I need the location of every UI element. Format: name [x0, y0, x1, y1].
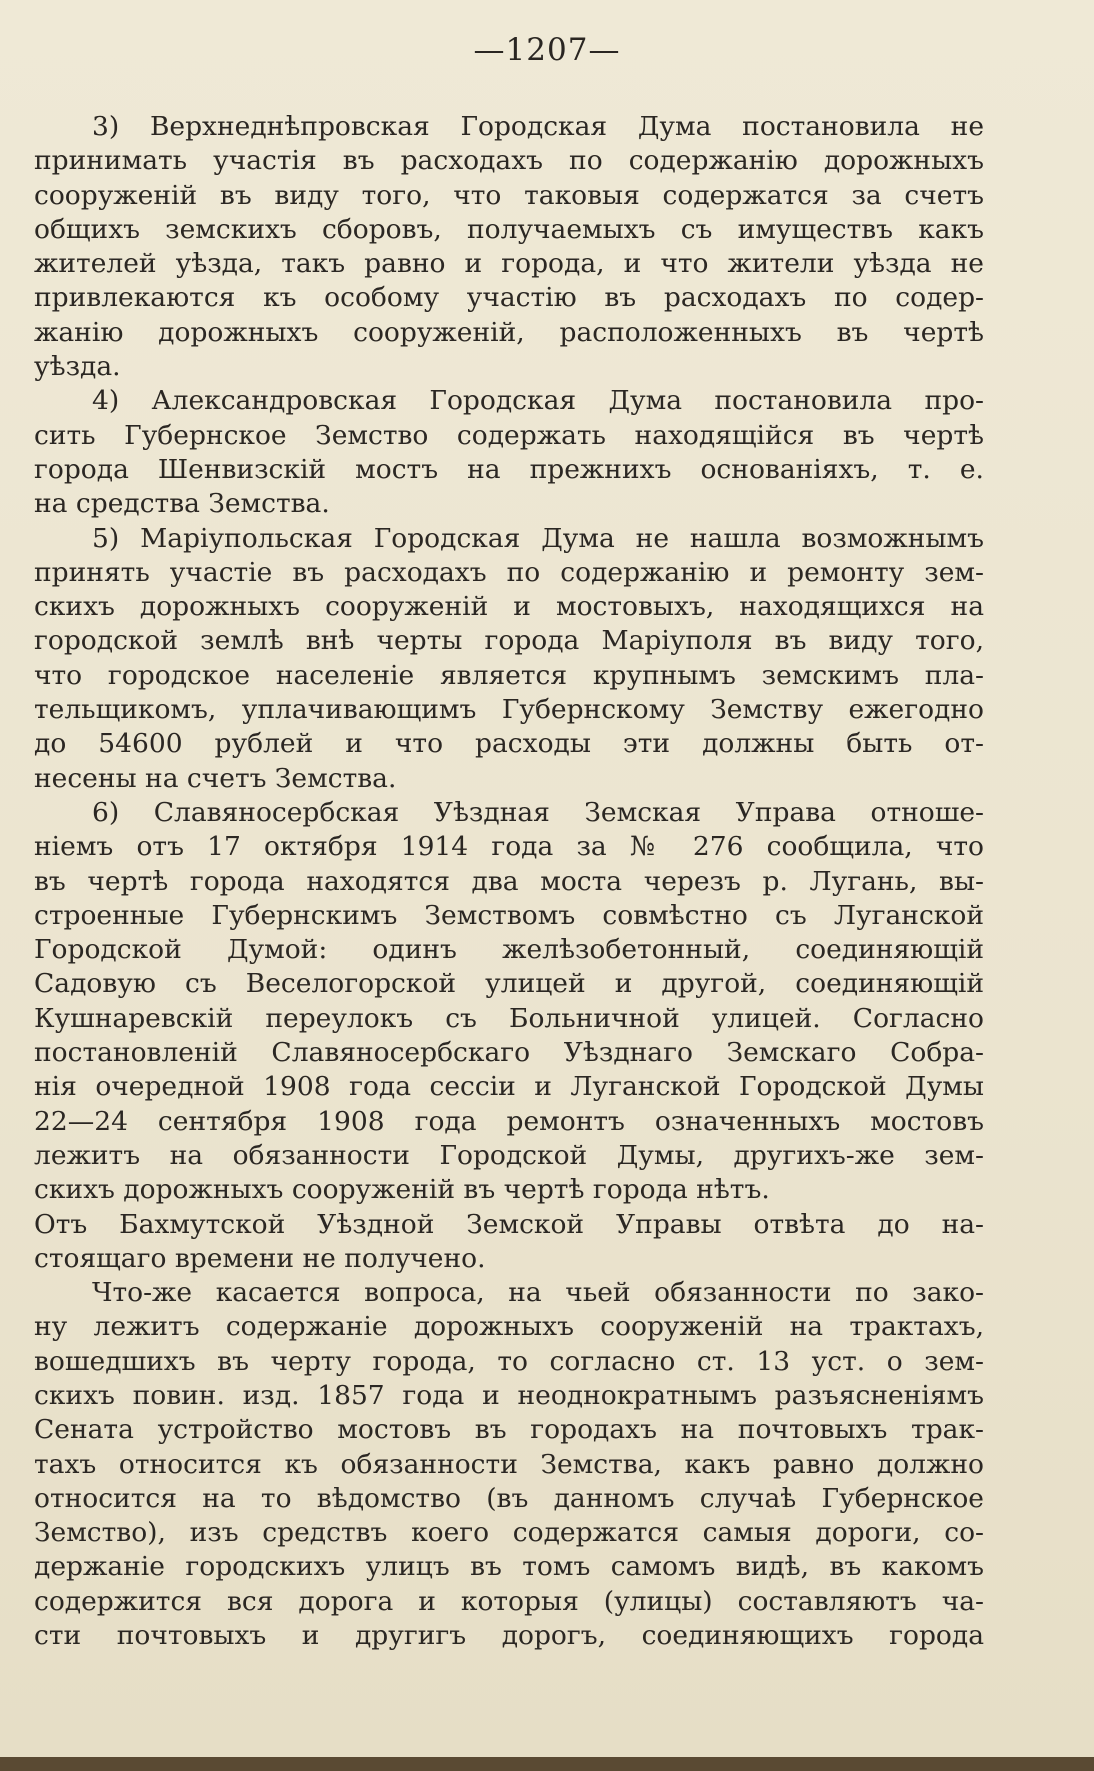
- text-line: относится на то вѣдомство (въ данномъ случаѣ Губернское: [34, 1482, 984, 1514]
- text-line: тельщикомъ, уплачивающимъ Губернскому Земству ежегодно: [34, 694, 984, 726]
- text-line: тахъ относится къ обязанности Земства, какъ равно должно: [34, 1448, 984, 1480]
- text-line: жителей уѣзда, такъ равно и города, и что жители уѣзда не: [34, 248, 984, 280]
- text-line: городской землѣ внѣ черты города Маріуполя въ виду того,: [34, 625, 984, 657]
- text-line: стоящаго времени не получено.: [34, 1242, 486, 1274]
- text-line: содержится вся дорога и которыя (улицы) составляютъ ча-: [34, 1585, 984, 1617]
- text-line: постановленій Славяносербскаго Уѣзднаго Земскаго Собра-: [34, 1037, 984, 1069]
- text-line: въ чертѣ города находятся два моста черезъ р. Лугань, вы-: [34, 865, 984, 897]
- text-line: привлекаются къ особому участію въ расходахъ по содер-: [34, 282, 984, 314]
- text-line: что городское населеніе является крупнымъ земскимъ пла-: [34, 659, 984, 691]
- text-line: Что-же касается вопроса, на чьей обязанности по зако-: [92, 1277, 984, 1309]
- text-line: на средства Земства.: [34, 488, 330, 520]
- text-line: города Шенвизскій мостъ на прежнихъ основаніяхъ, т. е.: [34, 453, 984, 485]
- text-line: несены на счетъ Земства.: [34, 762, 397, 794]
- text-line: скихъ повин. изд. 1857 года и неоднократнымъ разъясненіямъ: [34, 1379, 984, 1411]
- text-line: сти почтовыхъ и другигъ дорогъ, соединяющихъ города: [34, 1620, 984, 1652]
- text-line: ніемъ отъ 17 октября 1914 года за № 276 сообщила, что: [34, 831, 984, 863]
- page-number: —1207—: [473, 32, 621, 68]
- text-line: держаніе городскихъ улицъ въ томъ самомъ видѣ, въ какомъ: [34, 1551, 984, 1583]
- text-line: Сената устройство мостовъ въ городахъ на почтовыхъ трак-: [34, 1414, 984, 1446]
- text-line: Городской Думой: одинъ желѣзобетонный, соединяющій: [34, 934, 984, 966]
- text-line: принимать участія въ расходахъ по содержанію дорожныхъ: [34, 145, 984, 177]
- text-line: принять участіе въ расходахъ по содержанію и ремонту зем-: [34, 556, 984, 588]
- text-line: скихъ дорожныхъ сооруженій въ чертѣ города нѣтъ.: [34, 1174, 770, 1206]
- text-line: сооруженій въ виду того, что таковыя содержатся за счетъ: [34, 179, 984, 211]
- text-line: уѣзда.: [34, 351, 121, 383]
- text-line: Земство), изъ средствъ коего содержатся самыя дороги, со-: [34, 1517, 984, 1549]
- text-body: [34, 110, 984, 1653]
- text-line: сить Губернское Земство содержать находящійся въ чертѣ: [34, 419, 984, 451]
- text-line: скихъ дорожныхъ сооруженій и мостовыхъ, находящихся на: [34, 591, 984, 623]
- text-line: 3) Верхнеднѣпровская Городская Дума постановила не: [92, 111, 984, 142]
- page-edge: [0, 1757, 1094, 1771]
- text-line: вошедшихъ въ черту города, то согласно ст. 13 уст. о зем-: [34, 1345, 984, 1377]
- text-line: лежитъ на обязанности Городской Думы, другихъ-же зем-: [34, 1139, 984, 1171]
- text-line: строенные Губернскимъ Земствомъ совмѣстно съ Луганской: [34, 899, 984, 931]
- text-line: Садовую съ Веселогорской улицей и другой, соединяющій: [34, 968, 984, 1000]
- text-line: жанію дорожныхъ сооруженій, расположенныхъ въ чертѣ: [34, 316, 984, 348]
- text-line: до 54600 рублей и что расходы эти должны быть от-: [34, 728, 984, 760]
- text-line: Кушнаревскій переулокъ съ Больничной улицей. Согласно: [34, 1002, 984, 1034]
- text-line: нія очередной 1908 года сессіи и Луганской Городской Думы: [34, 1071, 984, 1103]
- text-line: 4) Александровская Городская Дума постановила про-: [92, 385, 984, 417]
- text-line: 22—24 сентября 1908 года ремонтъ означенныхъ мостовъ: [34, 1105, 984, 1137]
- text-line: общихъ земскихъ сборовъ, получаемыхъ съ имуществъ какъ: [34, 213, 984, 245]
- text-line: ну лежитъ содержаніе дорожныхъ сооруженій на трактахъ,: [34, 1311, 984, 1343]
- text-line: 6) Славяносербская Уѣздная Земская Управа отноше-: [92, 796, 984, 828]
- text-line: 5) Маріупольская Городская Дума не нашла возможнымъ: [92, 522, 984, 554]
- text-line: Отъ Бахмутской Уѣздной Земской Управы отвѣта до на-: [34, 1208, 984, 1240]
